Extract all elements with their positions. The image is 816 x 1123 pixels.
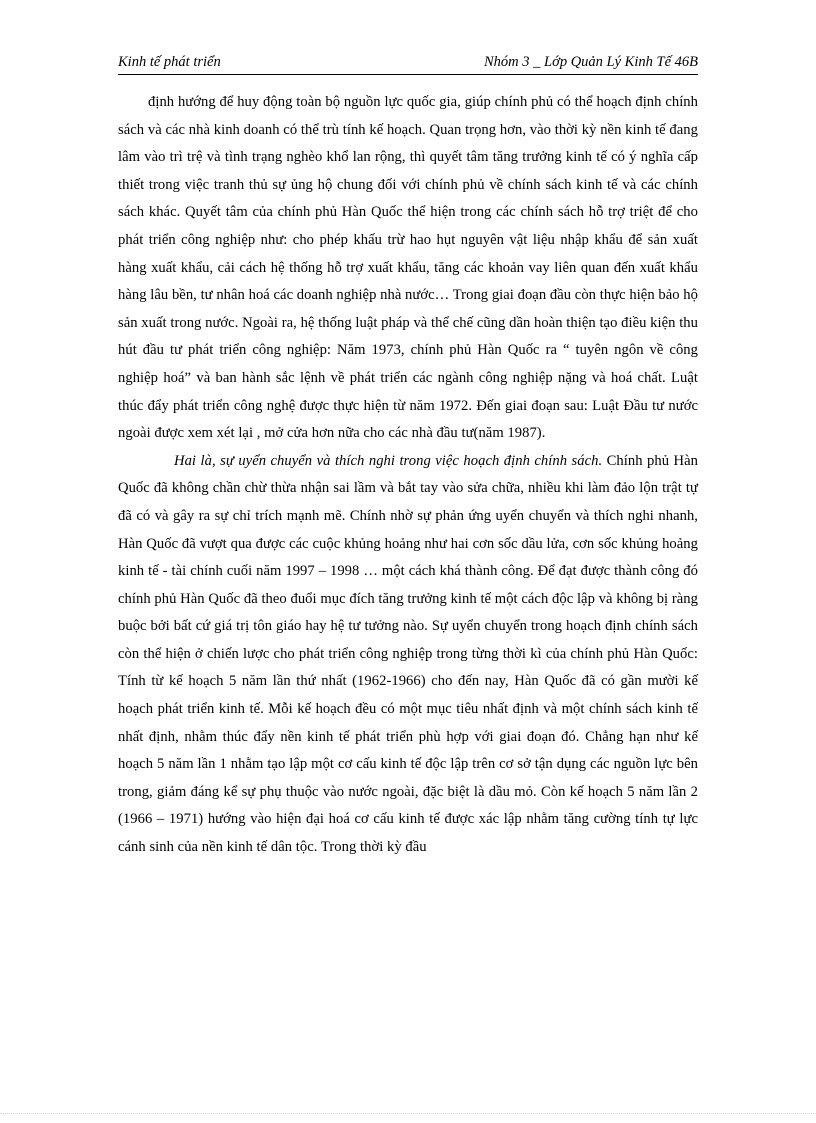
paragraph-text: Chính phủ Hàn Quốc đã không chần chừ thừa nhận sai lầm và bắt tay vào sửa chữa, nhiều khi làm đảo lộn trật tự đã có và gây ra sự chỉ trích mạnh mẽ. Chính nhờ sự phản ứng uyển chuyển và thích nghi nhanh, Hàn Quốc đã vượt qua được các cuộc khủng hoảng như hai cơn sốc dầu lửa, cơn sốc khủng hoảng kinh tế - tài chính cuối năm 1997 – 1998 … một cách khá thành công. Để đạt được thành công đó chính phủ Hàn Quốc đã theo đuổi mục đích tăng trưởng kinh tế một cách độc lập và không bị ràng buộc bởi bất cứ giá trị tôn giáo hay hệ tư tưởng nào. Sự uyển chuyển trong hoạch định chính sách còn thể hiện ở chiến lược cho phát triển công nghiệp trong từng thời kì của chính phủ Hàn Quốc: Tính từ kế hoạch 5 năm lần thứ nhất (1962-1966) cho đến nay, Hàn Quốc đã có gần mười kế hoạch phát triển kinh tế. Mỗi kế hoạch đều có một mục tiêu nhất định và một chính sách kinh tế nhất định, nhằm thúc đẩy nền kinh tế phát triển phù hợp với giai đoạn đó. Chẳng hạn như kế hoạch 5 năm lần 1 nhằm tạo lập một cơ cấu kinh tế độc lập trên cơ sở tận dụng các nguồn lực bên trong, giảm đáng kể sự phụ thuộc vào nước ngoài, đặc biệt là dầu mỏ. Còn kế hoạch 5 năm lần 2 (1966 – 1971) hướng vào hiện đại hoá cơ cấu kinh tế được xác lập nhằm tăng cường tính tự lực cánh sinh của nền kinh tế dân tộc. Trong thời kỳ đầu — [118, 452, 698, 856]
header-course-title: Kinh tế phát triển — [118, 54, 221, 70]
page-header — [118, 52, 698, 75]
paragraph-lead: Hai là, sự uyển chuyển và thích nghi trong việc hoạch định chính sách. — [174, 452, 603, 469]
page-bottom-border — [0, 1113, 816, 1114]
paragraph-text: định hướng để huy động toàn bộ nguồn lực quốc gia, giúp chính phủ có thể hoạch định chính sách và các nhà kinh doanh có thể trù tính kế hoạch. Quan trọng hơn, vào thời kỳ nền kinh tế đang lâm vào trì trệ và tình trạng nghèo khổ lan rộng, thì quyết tâm tăng trưởng kinh tế có ý nghĩa cấp thiết trong việc tranh thủ sự ủng hộ chung đối với chính phủ về chính sách kinh tế và các chính sách khác. Quyết tâm của chính phủ Hàn Quốc thể hiện trong các chính sách hỗ trợ triệt để cho phát triển công nghiệp như: cho phép khấu trừ hao hụt nguyên vật liệu nhập khẩu để sản xuất hàng xuất khẩu, cải cách hệ thống hỗ trợ xuất khẩu, tăng các khoản vay liên quan đến xuất khẩu hàng lâu bền, tư nhân hoá các doanh nghiệp nhà nước… Trong giai đoạn đầu còn thực hiện bảo hộ sản xuất trong nước. Ngoài ra, hệ thống luật pháp và thể chế cũng dần hoàn thiện tạo điều kiện thu hút đầu tư phát triển công nghiệp: Năm 1973, chính phủ Hàn Quốc ra “ tuyên ngôn về công nghiệp hoá” và ban hành sắc lệnh về phát triển các ngành công nghiệp nặng và hoá chất. Luật thúc đẩy phát triển công nghệ được thực hiện từ năm 1972. Đến giai đoạn sau: Luật Đầu tư nước ngoài được xem xét lại , mở cửa hơn nữa cho các nhà đầu tư(năm 1987). — [118, 94, 698, 442]
paragraph — [118, 89, 698, 448]
paragraph — [118, 448, 698, 862]
document-body — [118, 89, 698, 862]
header-group-class: Nhóm 3 _ Lớp Quản Lý Kinh Tế 46B — [484, 54, 698, 70]
